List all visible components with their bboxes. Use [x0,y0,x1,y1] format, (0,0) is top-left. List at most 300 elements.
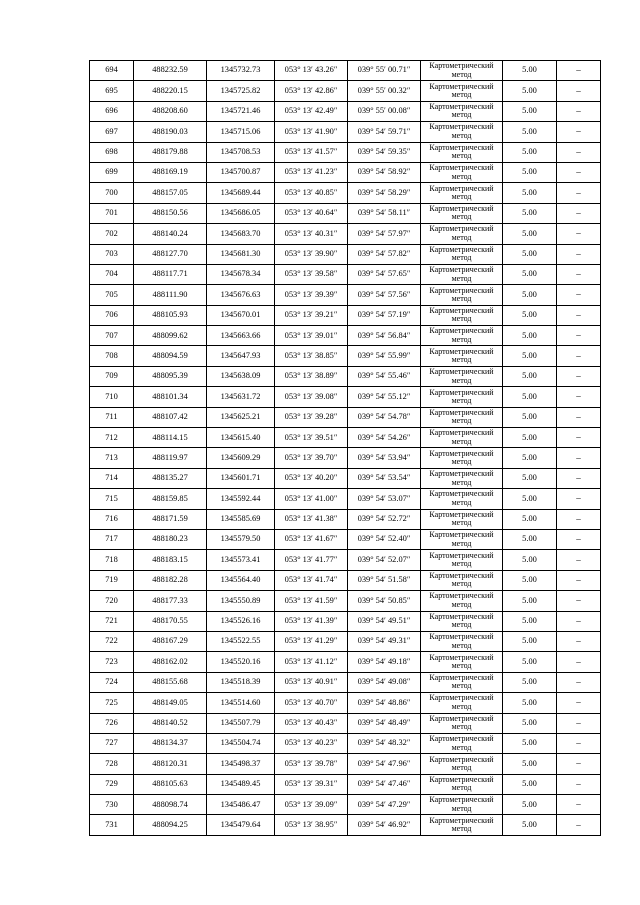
method-text: Картометрический [429,163,494,173]
y-coordinate-cell: 1345615.40 [207,428,275,448]
y-coordinate-cell: 1345681.30 [207,244,275,264]
method-text: Картометрический [429,448,494,458]
point-number-cell: 703 [90,244,134,264]
table-row [90,529,601,549]
accuracy-cell: 5.00 [503,366,557,386]
method-cell [421,611,503,631]
longitude-cell: 039° 54′ 53.94″ [348,448,421,468]
method-cell [421,672,503,692]
note-cell: – [557,366,601,386]
y-coordinate-cell: 1345479.64 [207,815,275,835]
y-coordinate-cell: 1345647.93 [207,346,275,366]
x-coordinate-cell: 488095.39 [134,366,207,386]
latitude-cell: 053° 13′ 40.20″ [275,468,348,488]
y-coordinate-cell: 1345670.01 [207,305,275,325]
method-text: Картометрический [429,142,494,152]
method-cell [421,733,503,753]
method-cell [421,754,503,774]
accuracy-cell: 5.00 [503,815,557,835]
x-coordinate-cell: 488094.25 [134,815,207,835]
latitude-cell: 053° 13′ 41.23″ [275,162,348,182]
method-text: метод [451,110,472,120]
latitude-cell: 053° 13′ 40.43″ [275,713,348,733]
method-text: метод [451,477,472,487]
method-text: метод [451,130,472,140]
method-text: метод [451,722,472,732]
method-cell [421,815,503,835]
table-row [90,162,601,182]
table-row [90,264,601,284]
x-coordinate-cell: 488171.59 [134,509,207,529]
note-cell: – [557,387,601,407]
accuracy-cell: 5.00 [503,509,557,529]
note-cell: – [557,631,601,651]
latitude-cell: 053° 13′ 40.64″ [275,203,348,223]
method-text: метод [451,661,472,671]
x-coordinate-cell: 488140.24 [134,224,207,244]
accuracy-cell: 5.00 [503,631,557,651]
table-row [90,224,601,244]
accuracy-cell: 5.00 [503,550,557,570]
x-coordinate-cell: 488179.88 [134,142,207,162]
method-text: метод [451,395,472,405]
method-text: Картометрический [429,265,494,275]
table-row [90,733,601,753]
method-cell [421,162,503,182]
table-row [90,489,601,509]
latitude-cell: 053° 13′ 38.89″ [275,366,348,386]
longitude-cell: 039° 54′ 50.85″ [348,591,421,611]
note-cell: – [557,611,601,631]
accuracy-cell: 5.00 [503,489,557,509]
method-text: Картометрический [429,611,494,621]
longitude-cell: 039° 54′ 52.07″ [348,550,421,570]
note-cell: – [557,224,601,244]
coordinates-table [89,60,601,836]
point-number-cell: 730 [90,795,134,815]
table-row [90,631,601,651]
latitude-cell: 053° 13′ 39.31″ [275,774,348,794]
method-cell [421,693,503,713]
accuracy-cell: 5.00 [503,162,557,182]
latitude-cell: 053° 13′ 39.21″ [275,305,348,325]
y-coordinate-cell: 1345573.41 [207,550,275,570]
method-cell [421,244,503,264]
accuracy-cell: 5.00 [503,428,557,448]
latitude-cell: 053° 13′ 43.26″ [275,61,348,81]
note-cell: – [557,693,601,713]
point-number-cell: 714 [90,468,134,488]
table-row [90,448,601,468]
x-coordinate-cell: 488094.59 [134,346,207,366]
y-coordinate-cell: 1345514.60 [207,693,275,713]
x-coordinate-cell: 488114.15 [134,428,207,448]
point-number-cell: 702 [90,224,134,244]
point-number-cell: 715 [90,489,134,509]
method-text: Картометрический [429,795,494,805]
note-cell: – [557,326,601,346]
point-number-cell: 726 [90,713,134,733]
method-cell [421,285,503,305]
table-row [90,366,601,386]
longitude-cell: 039° 54′ 56.84″ [348,326,421,346]
method-cell [421,142,503,162]
y-coordinate-cell: 1345683.70 [207,224,275,244]
y-coordinate-cell: 1345715.06 [207,122,275,142]
accuracy-cell: 5.00 [503,264,557,284]
y-coordinate-cell: 1345721.46 [207,101,275,121]
x-coordinate-cell: 488159.85 [134,489,207,509]
table-row [90,550,601,570]
method-text: метод [451,151,472,161]
table-row [90,101,601,121]
x-coordinate-cell: 488162.02 [134,652,207,672]
method-text: метод [451,681,472,691]
table-row [90,244,601,264]
method-text: Картометрический [429,754,494,764]
accuracy-cell: 5.00 [503,203,557,223]
method-text: метод [451,171,472,181]
method-text: метод [451,334,472,344]
longitude-cell: 039° 54′ 58.11″ [348,203,421,223]
point-number-cell: 722 [90,631,134,651]
latitude-cell: 053° 13′ 38.95″ [275,815,348,835]
longitude-cell: 039° 54′ 47.29″ [348,795,421,815]
method-cell [421,305,503,325]
note-cell: – [557,591,601,611]
accuracy-cell: 5.00 [503,672,557,692]
method-text: метод [451,497,472,507]
x-coordinate-cell: 488105.63 [134,774,207,794]
longitude-cell: 039° 54′ 52.72″ [348,509,421,529]
note-cell: – [557,264,601,284]
accuracy-cell: 5.00 [503,122,557,142]
note-cell: – [557,713,601,733]
longitude-cell: 039° 54′ 49.08″ [348,672,421,692]
latitude-cell: 053° 13′ 39.90″ [275,244,348,264]
table-row [90,407,601,427]
point-number-cell: 727 [90,733,134,753]
accuracy-cell: 5.00 [503,591,557,611]
note-cell: – [557,489,601,509]
longitude-cell: 039° 54′ 53.54″ [348,468,421,488]
y-coordinate-cell: 1345564.40 [207,570,275,590]
method-text: метод [451,620,472,630]
method-text: Картометрический [429,509,494,519]
note-cell: – [557,672,601,692]
note-cell: – [557,142,601,162]
point-number-cell: 705 [90,285,134,305]
longitude-cell: 039° 54′ 49.51″ [348,611,421,631]
method-text: Картометрический [429,693,494,703]
point-number-cell: 704 [90,264,134,284]
longitude-cell: 039° 54′ 57.97″ [348,224,421,244]
method-text: Картометрический [429,774,494,784]
note-cell: – [557,774,601,794]
x-coordinate-cell: 488134.37 [134,733,207,753]
note-cell: – [557,162,601,182]
method-cell [421,101,503,121]
longitude-cell: 039° 54′ 47.46″ [348,774,421,794]
table-row [90,570,601,590]
latitude-cell: 053° 13′ 41.29″ [275,631,348,651]
x-coordinate-cell: 488170.55 [134,611,207,631]
latitude-cell: 053° 13′ 41.39″ [275,611,348,631]
method-text: Картометрический [429,407,494,417]
latitude-cell: 053° 13′ 38.85″ [275,346,348,366]
point-number-cell: 707 [90,326,134,346]
note-cell: – [557,61,601,81]
point-number-cell: 698 [90,142,134,162]
latitude-cell: 053° 13′ 40.23″ [275,733,348,753]
y-coordinate-cell: 1345498.37 [207,754,275,774]
note-cell: – [557,795,601,815]
method-cell [421,713,503,733]
longitude-cell: 039° 54′ 57.82″ [348,244,421,264]
latitude-cell: 053° 13′ 41.59″ [275,591,348,611]
point-number-cell: 719 [90,570,134,590]
point-number-cell: 708 [90,346,134,366]
note-cell: – [557,203,601,223]
y-coordinate-cell: 1345585.69 [207,509,275,529]
x-coordinate-cell: 488220.15 [134,81,207,101]
y-coordinate-cell: 1345520.16 [207,652,275,672]
note-cell: – [557,285,601,305]
method-text: Картометрический [429,346,494,356]
y-coordinate-cell: 1345625.21 [207,407,275,427]
accuracy-cell: 5.00 [503,611,557,631]
method-cell [421,774,503,794]
point-number-cell: 709 [90,366,134,386]
method-text: Картометрический [429,550,494,560]
y-coordinate-cell: 1345686.05 [207,203,275,223]
note-cell: – [557,652,601,672]
accuracy-cell: 5.00 [503,387,557,407]
point-number-cell: 710 [90,387,134,407]
y-coordinate-cell: 1345663.66 [207,326,275,346]
method-cell [421,326,503,346]
method-text: Картометрический [429,224,494,234]
method-text: метод [451,273,472,283]
accuracy-cell: 5.00 [503,285,557,305]
latitude-cell: 053° 13′ 39.78″ [275,754,348,774]
point-number-cell: 731 [90,815,134,835]
method-text: метод [451,232,472,242]
method-cell [421,489,503,509]
point-number-cell: 712 [90,428,134,448]
method-text: Картометрический [429,489,494,499]
accuracy-cell: 5.00 [503,326,557,346]
method-text: метод [451,293,472,303]
method-text: метод [451,90,472,100]
method-text: Картометрический [429,183,494,193]
x-coordinate-cell: 488177.33 [134,591,207,611]
table-row [90,693,601,713]
note-cell: – [557,244,601,264]
note-cell: – [557,81,601,101]
note-cell: – [557,509,601,529]
latitude-cell: 053° 13′ 39.51″ [275,428,348,448]
x-coordinate-cell: 488107.42 [134,407,207,427]
method-cell [421,346,503,366]
x-coordinate-cell: 488140.52 [134,713,207,733]
point-number-cell: 695 [90,81,134,101]
latitude-cell: 053° 13′ 40.31″ [275,224,348,244]
point-number-cell: 720 [90,591,134,611]
method-cell [421,224,503,244]
y-coordinate-cell: 1345601.71 [207,468,275,488]
x-coordinate-cell: 488120.31 [134,754,207,774]
table-row [90,61,601,81]
longitude-cell: 039° 54′ 55.99″ [348,346,421,366]
method-text: Картометрический [429,285,494,295]
table-row [90,795,601,815]
table-row [90,285,601,305]
method-cell [421,448,503,468]
point-number-cell: 721 [90,611,134,631]
point-number-cell: 729 [90,774,134,794]
point-number-cell: 706 [90,305,134,325]
latitude-cell: 053° 13′ 42.86″ [275,81,348,101]
accuracy-cell: 5.00 [503,693,557,713]
longitude-cell: 039° 54′ 47.96″ [348,754,421,774]
latitude-cell: 053° 13′ 39.39″ [275,285,348,305]
y-coordinate-cell: 1345725.82 [207,81,275,101]
longitude-cell: 039° 54′ 49.31″ [348,631,421,651]
longitude-cell: 039° 55′ 00.08″ [348,101,421,121]
method-text: метод [451,538,472,548]
y-coordinate-cell: 1345504.74 [207,733,275,753]
method-text: Картометрический [429,713,494,723]
method-text: метод [451,783,472,793]
latitude-cell: 053° 13′ 41.90″ [275,122,348,142]
y-coordinate-cell: 1345579.50 [207,529,275,549]
method-text: метод [451,824,472,834]
longitude-cell: 039° 55′ 00.32″ [348,81,421,101]
method-cell [421,570,503,590]
table-row [90,81,601,101]
latitude-cell: 053° 13′ 39.09″ [275,795,348,815]
point-number-cell: 697 [90,122,134,142]
x-coordinate-cell: 488180.23 [134,529,207,549]
method-text: Картометрический [429,428,494,438]
method-cell [421,652,503,672]
longitude-cell: 039° 54′ 54.26″ [348,428,421,448]
accuracy-cell: 5.00 [503,61,557,81]
table-row [90,611,601,631]
method-cell [421,529,503,549]
method-text: Картометрический [429,387,494,397]
method-text: метод [451,192,472,202]
method-cell [421,631,503,651]
method-text: Картометрический [429,61,494,71]
method-text: метод [451,436,472,446]
method-cell [421,407,503,427]
x-coordinate-cell: 488182.28 [134,570,207,590]
table-body [90,61,601,836]
latitude-cell: 053° 13′ 39.28″ [275,407,348,427]
note-cell: – [557,122,601,142]
method-text: Картометрический [429,734,494,744]
point-number-cell: 718 [90,550,134,570]
accuracy-cell: 5.00 [503,81,557,101]
accuracy-cell: 5.00 [503,244,557,264]
table-row [90,672,601,692]
y-coordinate-cell: 1345550.89 [207,591,275,611]
method-text: Картометрический [429,305,494,315]
method-text: Картометрический [429,815,494,825]
method-text: Картометрический [429,632,494,642]
latitude-cell: 053° 13′ 41.57″ [275,142,348,162]
method-cell [421,81,503,101]
longitude-cell: 039° 54′ 54.78″ [348,407,421,427]
point-number-cell: 713 [90,448,134,468]
method-cell [421,591,503,611]
y-coordinate-cell: 1345732.73 [207,61,275,81]
latitude-cell: 053° 13′ 39.58″ [275,264,348,284]
method-text: Картометрический [429,530,494,540]
x-coordinate-cell: 488127.70 [134,244,207,264]
accuracy-cell: 5.00 [503,570,557,590]
method-text: Картометрический [429,81,494,91]
y-coordinate-cell: 1345592.44 [207,489,275,509]
method-text: метод [451,579,472,589]
latitude-cell: 053° 13′ 41.77″ [275,550,348,570]
method-cell [421,203,503,223]
longitude-cell: 039° 54′ 58.92″ [348,162,421,182]
x-coordinate-cell: 488149.05 [134,693,207,713]
latitude-cell: 053° 13′ 40.85″ [275,183,348,203]
table-row [90,652,601,672]
longitude-cell: 039° 54′ 51.58″ [348,570,421,590]
accuracy-cell: 5.00 [503,448,557,468]
note-cell: – [557,754,601,774]
method-text: метод [451,803,472,813]
longitude-cell: 039° 54′ 48.32″ [348,733,421,753]
note-cell: – [557,529,601,549]
method-text: метод [451,701,472,711]
method-text: метод [451,355,472,365]
table-row [90,754,601,774]
latitude-cell: 053° 13′ 40.70″ [275,693,348,713]
latitude-cell: 053° 13′ 39.08″ [275,387,348,407]
table-row [90,122,601,142]
latitude-cell: 053° 13′ 40.91″ [275,672,348,692]
method-cell [421,550,503,570]
y-coordinate-cell: 1345678.34 [207,264,275,284]
y-coordinate-cell: 1345507.79 [207,713,275,733]
accuracy-cell: 5.00 [503,407,557,427]
method-text: метод [451,212,472,222]
note-cell: – [557,183,601,203]
x-coordinate-cell: 488105.93 [134,305,207,325]
table-row [90,203,601,223]
longitude-cell: 039° 54′ 48.49″ [348,713,421,733]
x-coordinate-cell: 488232.59 [134,61,207,81]
method-cell [421,387,503,407]
accuracy-cell: 5.00 [503,346,557,366]
y-coordinate-cell: 1345708.53 [207,142,275,162]
point-number-cell: 699 [90,162,134,182]
table-row [90,183,601,203]
longitude-cell: 039° 54′ 46.92″ [348,815,421,835]
method-text: метод [451,69,472,79]
table-row [90,713,601,733]
longitude-cell: 039° 54′ 57.19″ [348,305,421,325]
longitude-cell: 039° 55′ 00.71″ [348,61,421,81]
method-text: Картометрический [429,244,494,254]
point-number-cell: 696 [90,101,134,121]
